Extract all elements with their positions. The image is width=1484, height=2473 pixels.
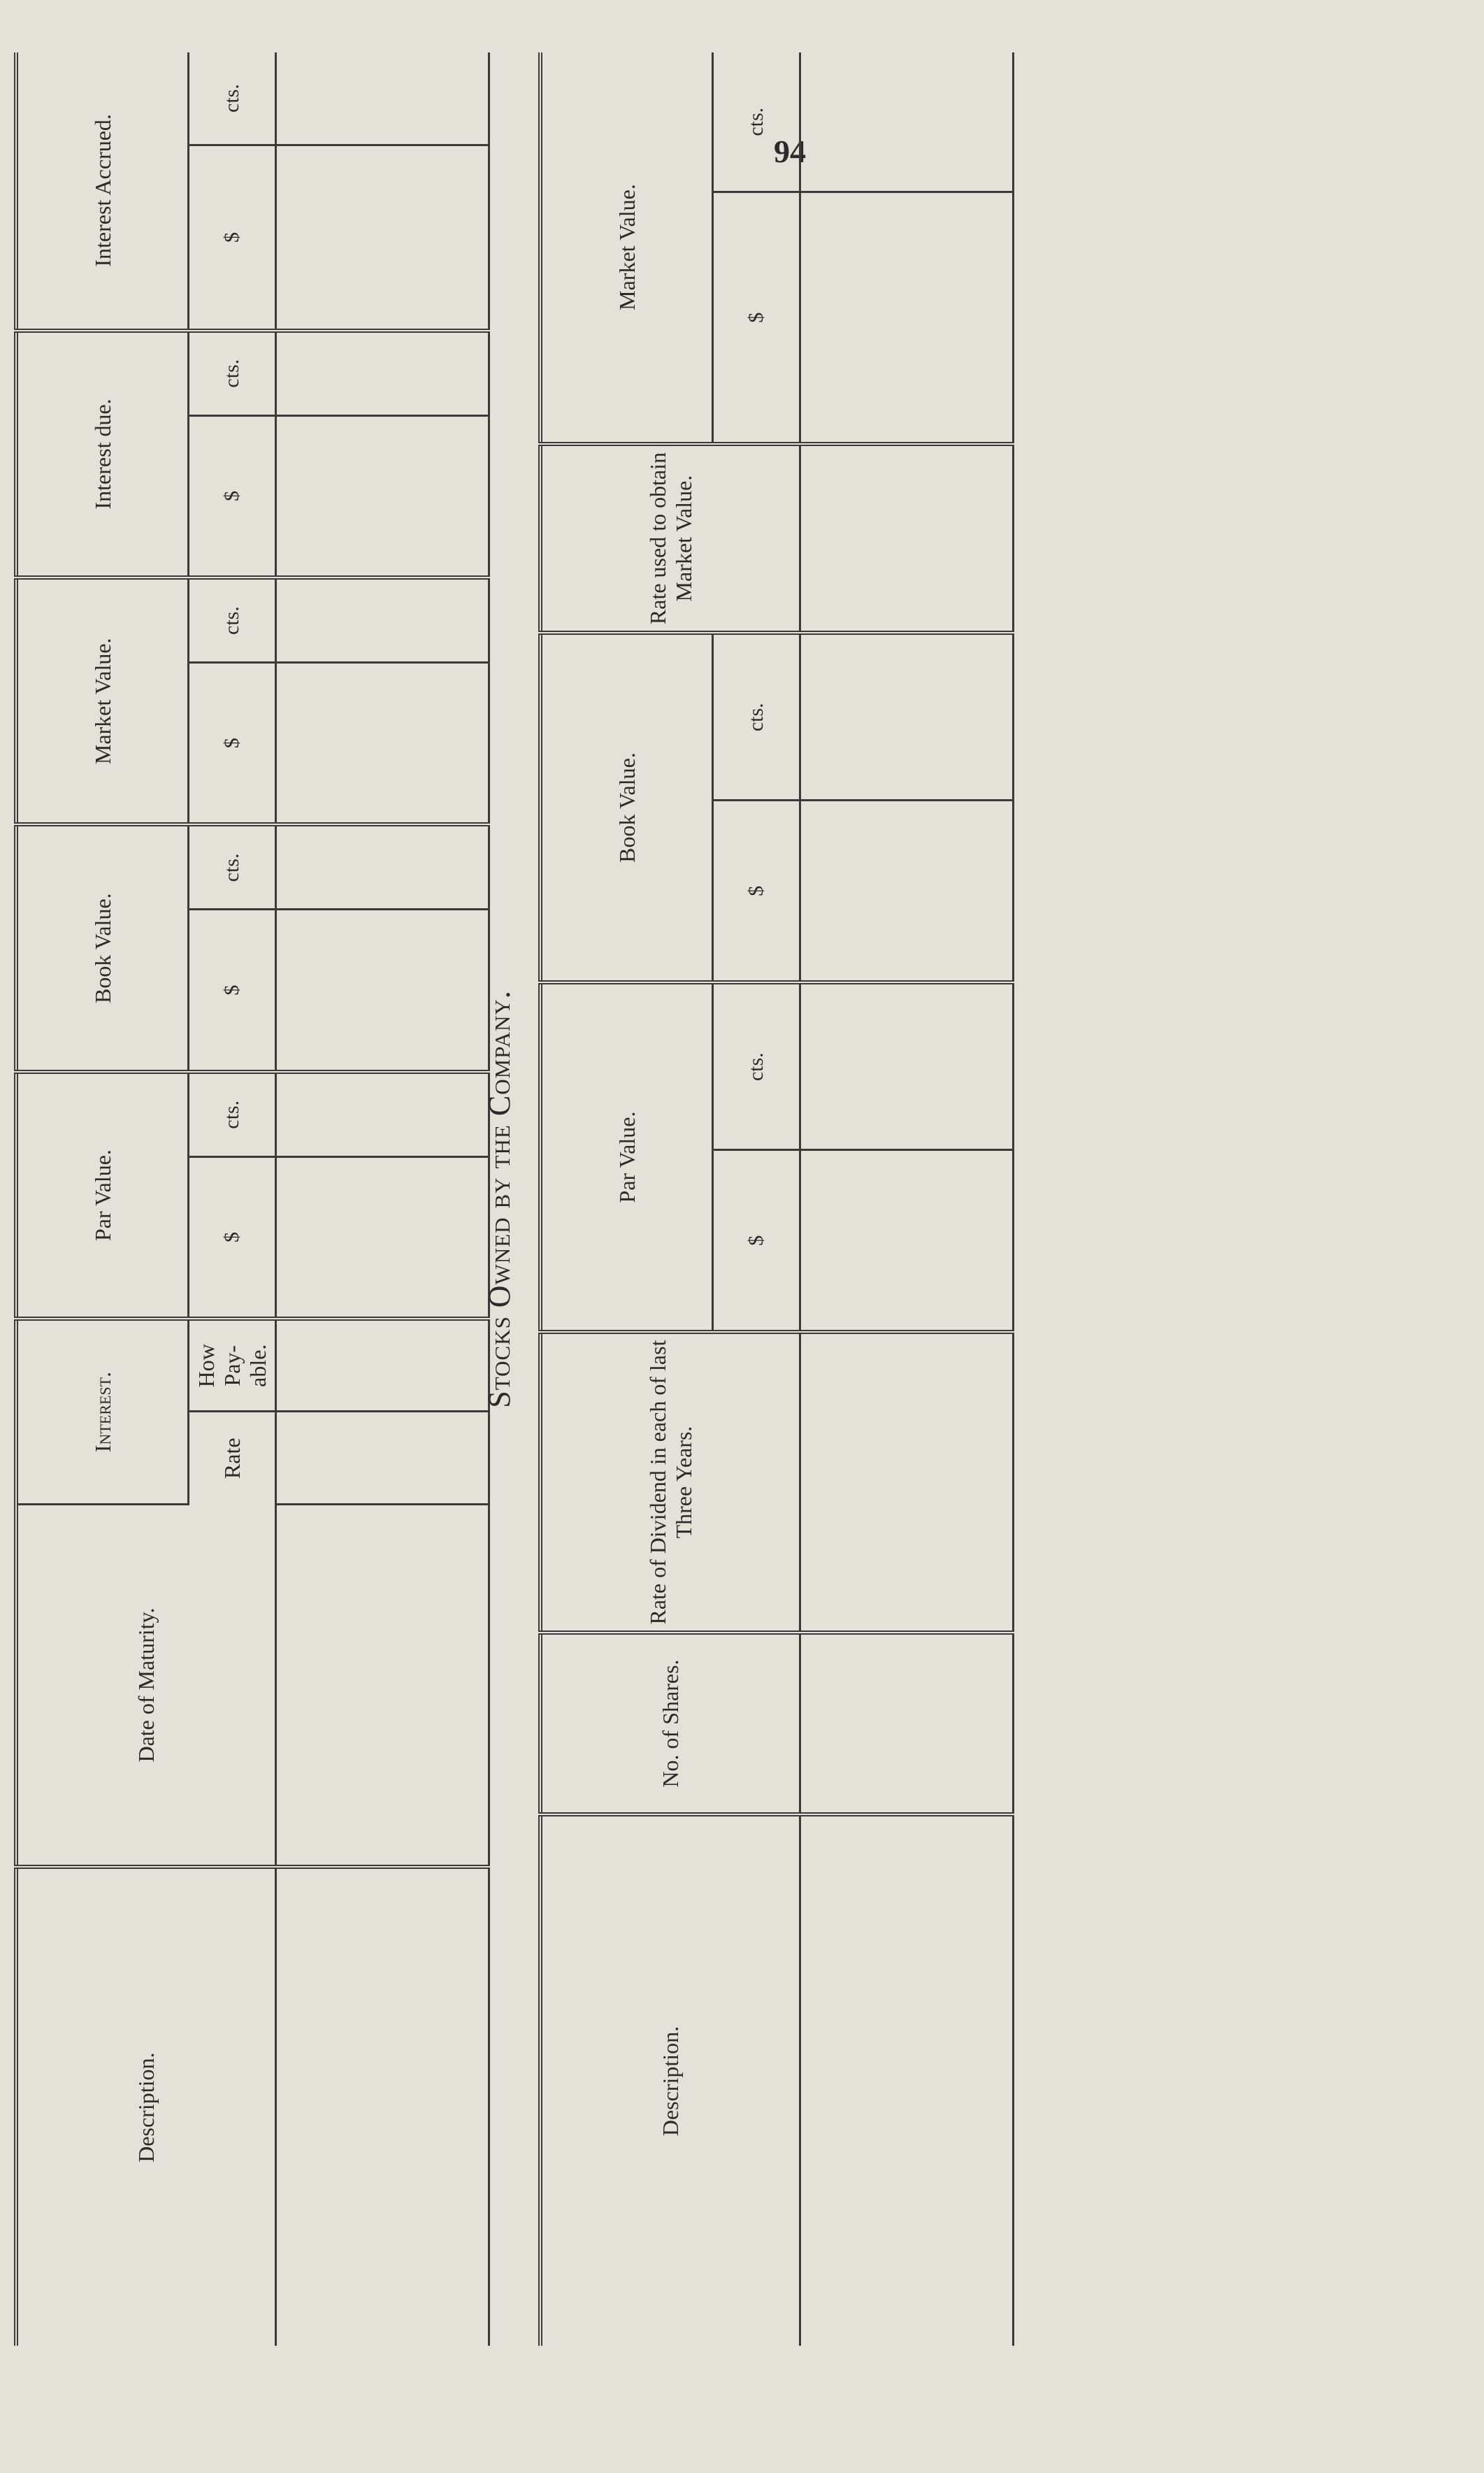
stocks-cell xyxy=(800,1633,1014,1814)
stocks-cell xyxy=(800,444,1014,633)
stocks-cell xyxy=(800,1332,1014,1633)
bonds-header-interest: Interest. xyxy=(16,1319,189,1504)
bonds-header-market-value: Market Value. xyxy=(16,578,189,824)
stocks-header-market-value: Market Value. xyxy=(540,52,713,444)
bonds-par-dollar: $ xyxy=(189,1156,276,1319)
bonds-header-description: Description. xyxy=(16,1867,276,2346)
bonds-cell xyxy=(276,331,489,415)
bonds-cell xyxy=(276,1867,489,2346)
stocks-ledger xyxy=(472,52,1199,2346)
bonds-cell xyxy=(276,663,489,825)
bonds-header-date-of-maturity: Date of Maturity. xyxy=(16,1504,276,1867)
bonds-cell xyxy=(276,578,489,662)
bonds-accrued-cents: cts. xyxy=(189,52,276,145)
bonds-header-rate: Rate xyxy=(189,1412,276,1505)
bonds-cell xyxy=(276,1412,489,1505)
page-number: 94 xyxy=(774,134,806,169)
bonds-cell xyxy=(276,1504,489,1867)
stocks-table xyxy=(538,52,1014,2346)
bonds-header-interest-accrued: Interest Accrued. xyxy=(16,52,189,331)
bonds-accrued-dollar: $ xyxy=(189,145,276,331)
stocks-header-rate-of-dividend: Rate of Dividend in each of last Three Years. xyxy=(540,1332,800,1633)
stocks-par-cents: cts. xyxy=(713,982,800,1150)
stocks-cell xyxy=(800,633,1014,801)
bonds-header-how-payable: How Pay-able. xyxy=(189,1319,276,1412)
stocks-cell xyxy=(800,982,1014,1150)
stocks-header-par-value: Par Value. xyxy=(540,982,713,1332)
bonds-cell xyxy=(276,415,489,578)
stocks-market-dollar: $ xyxy=(713,192,800,444)
stocks-cell xyxy=(800,1150,1014,1332)
stocks-header-book-value: Book Value. xyxy=(540,633,713,982)
stocks-header-rate-used: Rate used to obtain Market Value. xyxy=(540,444,800,633)
bonds-market-dollar: $ xyxy=(189,663,276,825)
bonds-cell xyxy=(276,824,489,909)
bonds-header-par-value: Par Value. xyxy=(16,1072,189,1319)
bonds-cell xyxy=(276,1156,489,1319)
stocks-cell xyxy=(800,1814,1014,2346)
bonds-cell xyxy=(276,910,489,1072)
bonds-title xyxy=(0,52,3,2346)
stocks-cell xyxy=(800,52,1014,192)
bonds-cell xyxy=(276,1072,489,1156)
stocks-title: Stocks Owned by the Company. xyxy=(482,990,517,1408)
bonds-cell xyxy=(276,145,489,331)
bonds-market-cents: cts. xyxy=(189,578,276,662)
stocks-book-cents: cts. xyxy=(713,633,800,801)
stocks-market-cents: cts. xyxy=(713,52,800,192)
stocks-book-dollar: $ xyxy=(713,801,800,982)
bonds-header-book-value: Book Value. xyxy=(16,824,189,1071)
stocks-cell xyxy=(800,801,1014,982)
bonds-blank-row xyxy=(276,52,489,2346)
bonds-par-cents: cts. xyxy=(189,1072,276,1156)
bonds-cell xyxy=(276,1319,489,1412)
bonds-cell xyxy=(276,52,489,145)
bonds-header-interest-due: Interest due. xyxy=(16,331,189,578)
stocks-cell xyxy=(800,192,1014,444)
bonds-book-cents: cts. xyxy=(189,824,276,909)
bonds-table xyxy=(14,52,490,2346)
bonds-book-dollar: $ xyxy=(189,910,276,1072)
stocks-header-no-of-shares: No. of Shares. xyxy=(540,1633,800,1814)
stocks-par-dollar: $ xyxy=(713,1150,800,1332)
stocks-header-description: Description. xyxy=(540,1814,800,2346)
bonds-due-cents: cts. xyxy=(189,331,276,415)
bonds-due-dollar: $ xyxy=(189,415,276,578)
stocks-blank-row xyxy=(800,52,1014,2346)
stocks-table-rotated xyxy=(472,52,1199,2346)
